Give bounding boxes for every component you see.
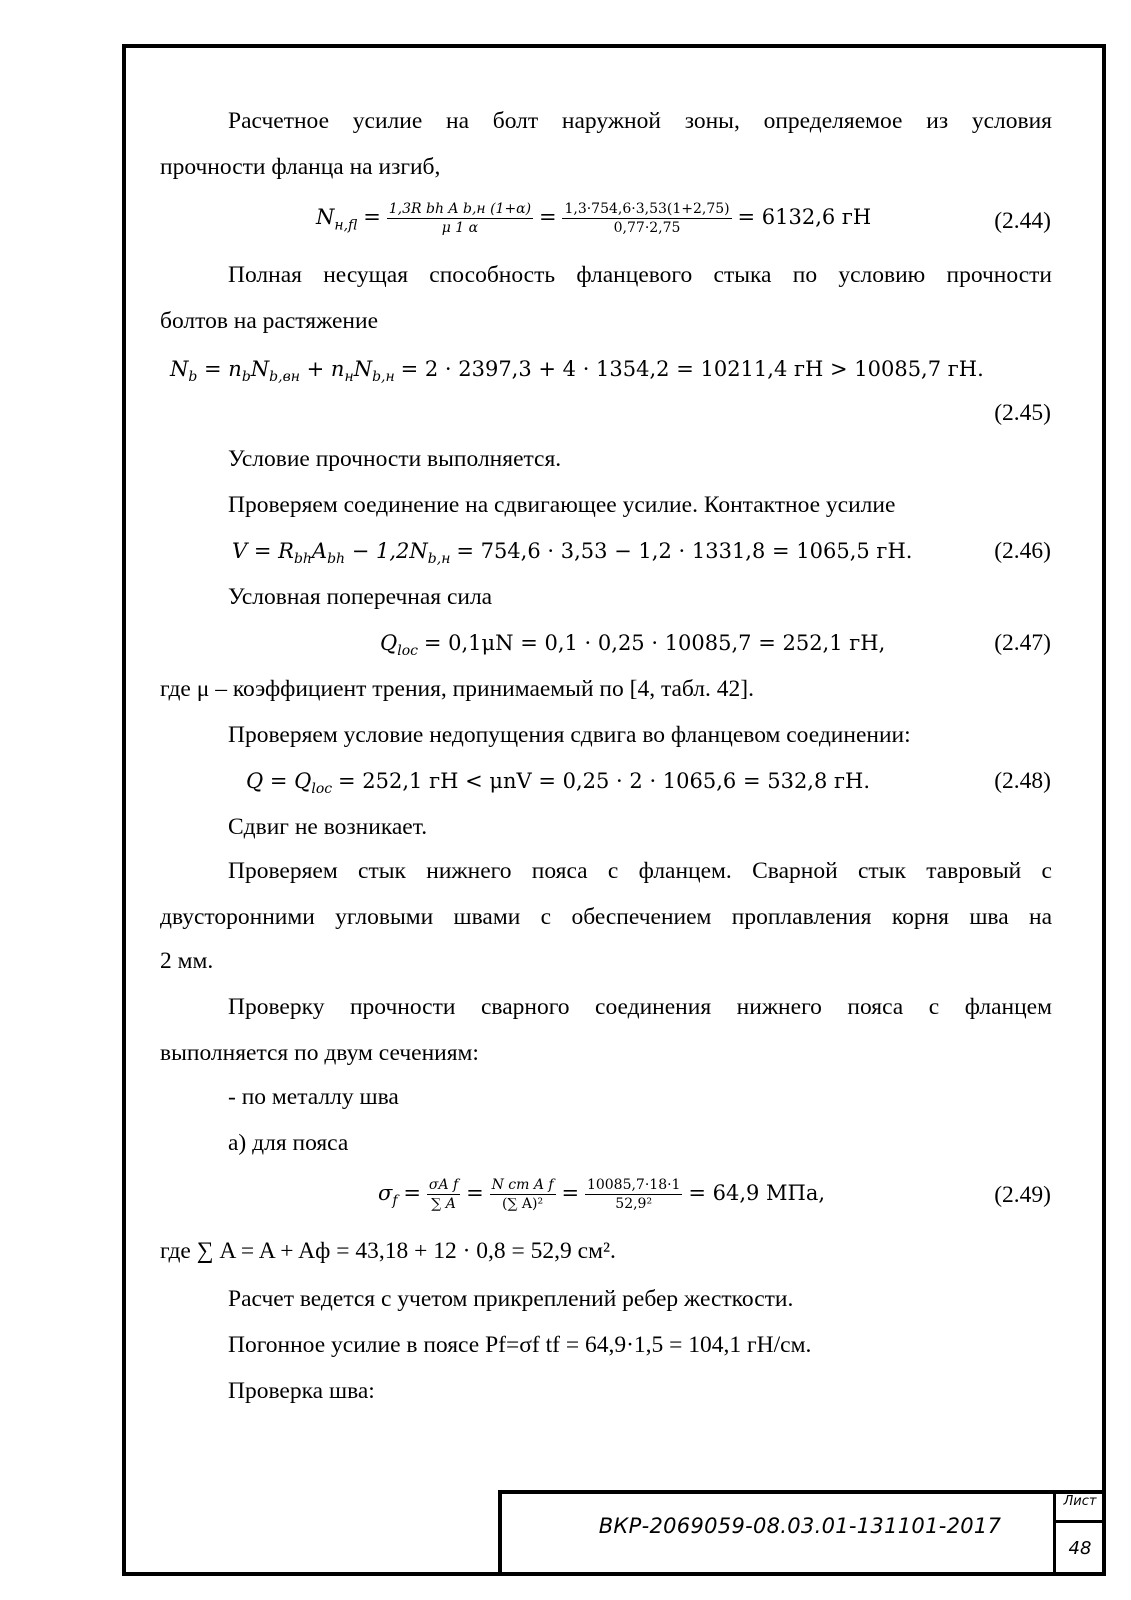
fraction-denominator: 0,77·2,75 [613, 220, 681, 236]
paragraph-line: Сдвиг не возникает. [228, 814, 428, 840]
paragraph-line: Расчетное усилие на болт наружной зоны, определяемое из условия [228, 108, 1052, 134]
formula-2-49: $\sigma_f$ = $\frac{\text{σA f}}{\sum A}$ = $\frac{\text{N ст A f}}{\text{(∑ A)²}}$ = $\frac{10085,7\cdot 18\cdot 1}{\text{52,9²}}$ = 64,9 МПа, [378, 1177, 826, 1212]
paragraph-line: Условная поперечная сила [228, 584, 493, 610]
paragraph-line: Погонное усилие в поясе Pf=σf tf = 64,9·1,5 = 104,1 гН/см. [228, 1332, 812, 1358]
paragraph-line: Расчет ведется с учетом прикреплений ребер жесткости. [228, 1286, 794, 1312]
formula-2-48: $Q = Q_{loc} = 252,1$ гН < μnV = 0,25 · 2 · 1065,6 = 532,8 гН. [246, 769, 871, 798]
paragraph-line: болтов на растяжение [160, 308, 379, 334]
fraction [562, 200, 731, 237]
formula-2-44: $N_{н,fl}$ = $\frac{\text{1,3R bh A b,н (1+α)}}{\mu 1 \alpha}$ = $\frac{1,3\cdot 754,6\cdot 3,53(1+2,75)}{0,77\cdot 2,75}$ = 6132,6 гН [316, 201, 872, 236]
title-block-divider [1053, 1520, 1106, 1523]
paragraph-line: Условие прочности выполняется. [228, 446, 562, 472]
fraction [387, 200, 533, 237]
formula-result: = 64,9 МПа, [688, 1180, 826, 1205]
formula-symbol: N [316, 204, 335, 229]
formula-body: = 0,1μN = 0,1 · 0,25 · 10085,7 = 252,1 гН, [423, 631, 886, 655]
paragraph-line: двусторонними угловыми швами с обеспечением проплавления корня шва на [160, 904, 1052, 930]
equation-number: (2.44) [994, 208, 1051, 234]
paragraph-line: Проверка шва: [228, 1378, 375, 1404]
formula-body: = 754,6 · 3,53 − 1,2 · 1331,8 = 1065,5 гН. [456, 539, 913, 563]
fraction-numerator: N ст A f [491, 1177, 554, 1193]
list-item: - по металлу шва [228, 1084, 399, 1110]
paragraph-line: где μ – коэффициент трения, принимаемый по [4, табл. 42]. [160, 676, 754, 702]
paragraph-line: прочности фланца на изгиб, [160, 154, 441, 180]
fraction-denominator: 52,9² [615, 1196, 653, 1212]
paragraph-line: 2 мм. [160, 948, 214, 974]
list-item: а) для пояса [228, 1130, 349, 1156]
fraction-denominator: μ 1 α [441, 220, 479, 236]
equation-number: (2.45) [994, 400, 1051, 426]
paragraph-line: Проверку прочности сварного соединения нижнего пояса с фланцем [228, 994, 1052, 1020]
formula-2-47: $Q_{loc} = 0,1\mu N = 0,1 \cdot 0,25 \cdot 10085,7 = 252,1$ гН, [380, 631, 886, 660]
fraction-numerator: 1,3·754,6·3,53(1+2,75) [564, 201, 730, 217]
document-code: ВКР-2069059-08.03.01-131101-2017 [598, 1514, 1002, 1538]
equation-number: (2.47) [994, 630, 1051, 656]
equation-number: (2.49) [994, 1182, 1051, 1208]
paragraph-line: выполняется по двум сечениям: [160, 1040, 479, 1066]
formula-body: = 252,1 гН < μnV = 0,25 · 2 · 1065,6 = 532,8 гН. [338, 769, 871, 793]
paragraph-line: где ∑ A = A + Aф = 43,18 + 12 · 0,8 = 52,9 см². [160, 1238, 616, 1264]
fraction-numerator: 1,3R bh A b,н (1+α) [388, 201, 532, 217]
fraction-denominator: ∑ A [431, 1196, 456, 1212]
formula-2-46: $V = R_{bh}A_{bh} - 1,2N_{b,н} = 754,6 \cdot 3,53 - 1,2 \cdot 1331,8 = 1065,5$ гН. [232, 539, 913, 568]
paragraph-line: Полная несущая способность фланцевого стыка по условию прочности [228, 262, 1052, 288]
sheet-label: Лист [1063, 1494, 1097, 1509]
fraction-numerator: 10085,7·18·1 [586, 1177, 681, 1193]
paragraph-line: Проверяем условие недопущения сдвига во фланцевом соединении: [228, 722, 911, 748]
fraction [427, 1176, 460, 1213]
fraction [490, 1176, 556, 1213]
sheet-number: 48 [1068, 1538, 1092, 1559]
fraction-denominator: (∑ A)² [502, 1196, 544, 1212]
formula-subscript: н,fl [334, 217, 358, 234]
fraction-numerator: σA f [428, 1177, 459, 1193]
paragraph-line: Проверяем соединение на сдвигающее усилие. Контактное усилие [228, 492, 896, 518]
formula-2-45: $N_b = n_bN_{b,вн} + n_нN_{b,н} = 2 \cdot 2397,3 + 4 \cdot 1354,2 = 10211,4$ гН > 10085,7 гН. [170, 357, 984, 386]
fraction [585, 1176, 683, 1213]
equation-number: (2.46) [994, 538, 1051, 564]
paragraph-line: Проверяем стык нижнего пояса с фланцем. Сварной стык тавровый с [228, 858, 1052, 884]
formula-result: = 6132,6 гН [737, 204, 872, 229]
formula-body: = 2 · 2397,3 + 4 · 1354,2 = 10211,4 гН > 10085,7 гН. [400, 357, 984, 381]
equation-number: (2.48) [994, 768, 1051, 794]
